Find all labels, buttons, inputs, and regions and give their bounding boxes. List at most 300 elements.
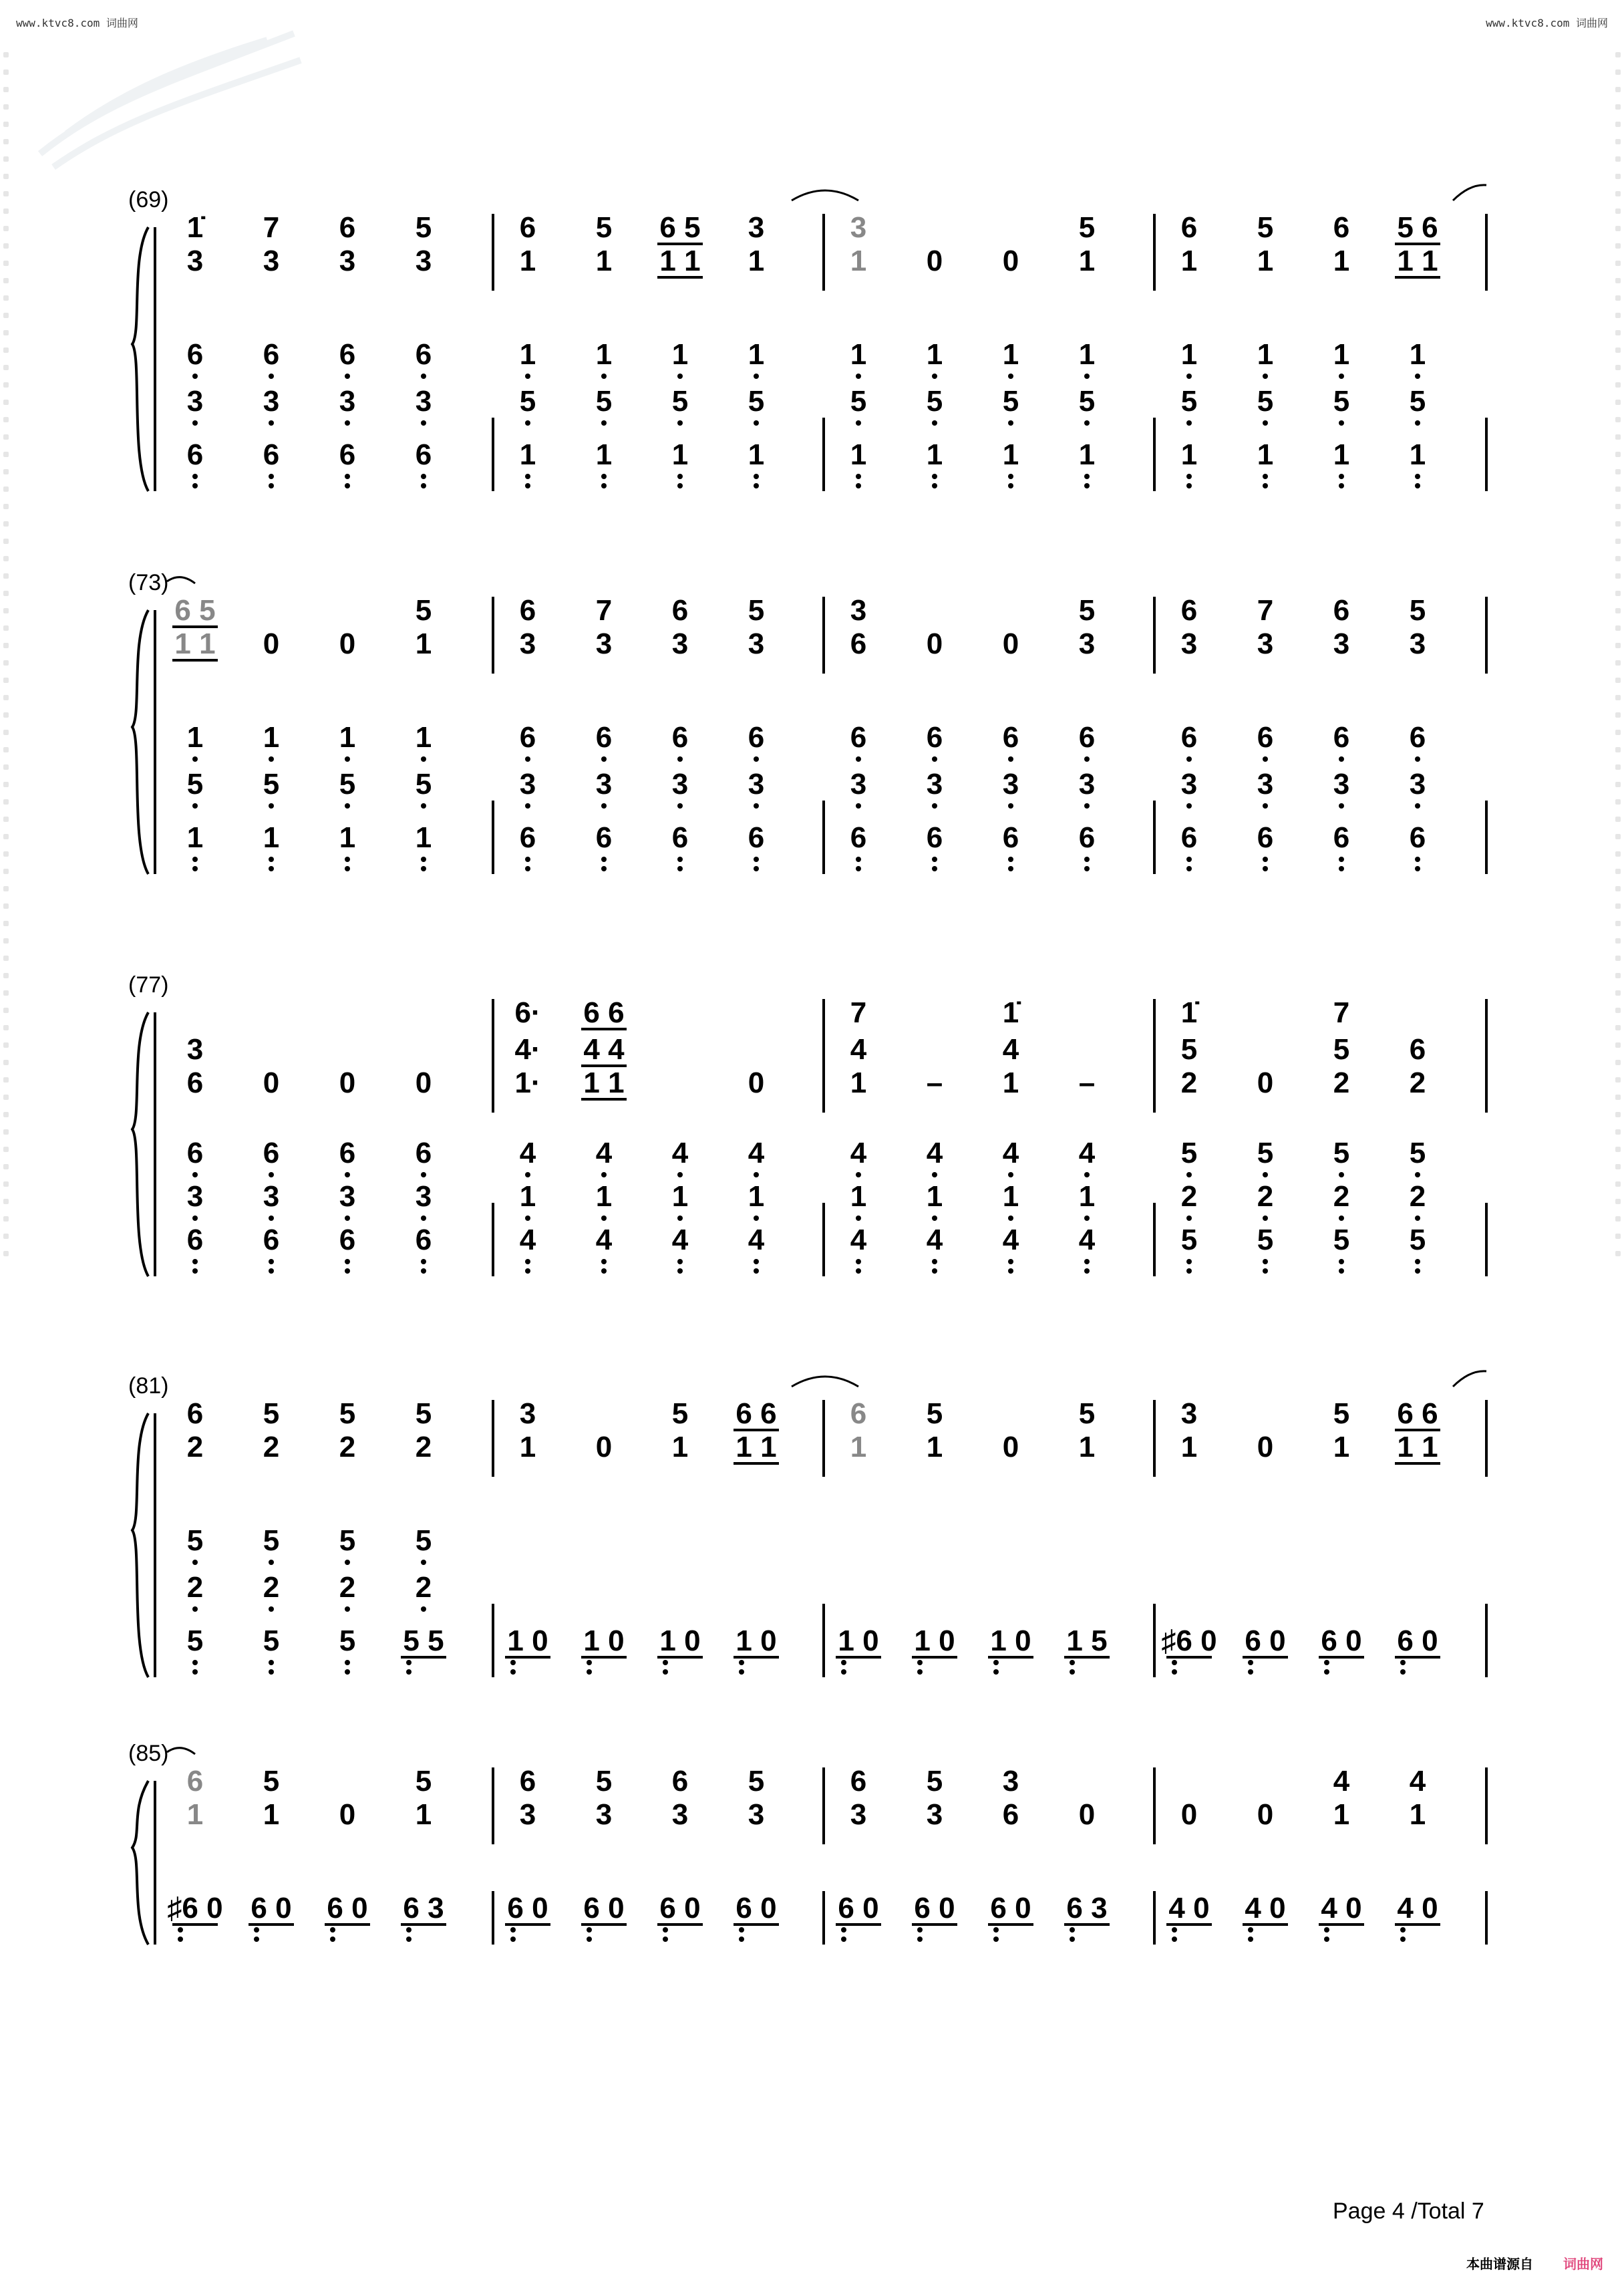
note-bass-top: 4	[671, 1137, 689, 1169]
note-melody-bottom: –	[926, 1066, 943, 1099]
octave-dot	[192, 483, 198, 488]
note-melody-bottom: 1	[263, 1798, 280, 1831]
note-melody-bottom: 1	[1333, 1798, 1350, 1831]
note-bass-mid: 5	[1078, 385, 1096, 418]
octave-dot	[1186, 756, 1192, 762]
octave-dot	[345, 1172, 350, 1177]
octave-dot	[1008, 756, 1013, 762]
note-melody-bottom: 1	[1409, 1798, 1426, 1831]
note-bass-top: 5	[1180, 1137, 1198, 1169]
octave-dot	[677, 1216, 683, 1221]
note-bass-bottom: 6 0	[1397, 1624, 1438, 1657]
note-bass-top: 4	[595, 1137, 613, 1169]
system-brace	[132, 1781, 148, 1945]
note-bass-bottom: 4 0	[1168, 1892, 1210, 1924]
note-melody-mid: 4	[1002, 1033, 1019, 1066]
note-bass-top: 1	[1180, 338, 1198, 371]
note-melody-bottom: 0	[1180, 1798, 1198, 1831]
octave-dot	[1084, 1216, 1090, 1221]
note-bass-bottom: 6 0	[990, 1892, 1031, 1924]
note-melody-top: 6	[519, 594, 536, 627]
note-bass-top: 6	[926, 721, 943, 754]
note-melody-top: 6	[671, 594, 689, 627]
octave-dot	[1008, 803, 1013, 809]
note-bass-top: 4	[926, 1137, 943, 1169]
octave-dot	[1248, 1927, 1253, 1933]
octave-dot	[192, 474, 198, 479]
note-melody-top: 6	[186, 1765, 204, 1798]
octave-dot	[932, 803, 937, 809]
octave-dot	[1400, 1669, 1406, 1675]
note-bass-bottom: 1 0	[507, 1624, 548, 1657]
note-bass-mid: 5	[519, 385, 536, 418]
octave-dot	[1263, 1259, 1268, 1264]
octave-dot	[856, 374, 861, 379]
note-bass-mid: 1	[850, 1180, 867, 1213]
note-bass-mid: 5	[1257, 385, 1274, 418]
note-bass-bottom: 1 0	[990, 1624, 1031, 1657]
note-melody-bottom: 3	[595, 627, 613, 660]
octave-dot	[677, 420, 683, 426]
note-bass-bottom: 6 0	[736, 1892, 777, 1924]
octave-dot	[1339, 756, 1344, 762]
note-bass-top: 1	[1333, 338, 1350, 371]
octave-dot	[269, 1560, 274, 1565]
note-bass-mid: 5	[1333, 385, 1350, 418]
note-bass-mid: 1	[748, 1180, 765, 1213]
octave-dot	[525, 857, 530, 862]
octave-dot	[510, 1669, 516, 1675]
note-bass-top: 1	[1257, 338, 1274, 371]
octave-dot	[1339, 803, 1344, 809]
note-melody-bottom: 3	[926, 1798, 943, 1831]
octave-dot	[192, 1560, 198, 1565]
octave-dot	[917, 1660, 923, 1665]
octave-dot	[993, 1660, 999, 1665]
octave-dot	[1008, 374, 1013, 379]
note-melody-top: 6	[850, 1765, 867, 1798]
octave-dot	[406, 1660, 412, 1665]
octave-dot	[1339, 857, 1344, 862]
note-bass-bottom: 1	[1257, 438, 1274, 471]
octave-dot	[1339, 1268, 1344, 1274]
note-melody-mid: 6	[1409, 1033, 1426, 1066]
note-melody-bottom: 3	[1180, 627, 1198, 660]
octave-dot	[841, 1927, 846, 1933]
note-melody-bottom: 0	[339, 1798, 356, 1831]
note-bass-mid: 5	[595, 385, 613, 418]
note-bass-top: 4	[748, 1137, 765, 1169]
note-melody-top: 5	[595, 211, 613, 244]
octave-dot	[421, 1606, 426, 1612]
note-melody-bottom: 6	[186, 1066, 204, 1099]
note-bass-bottom: ♯6 0	[167, 1892, 223, 1924]
note-melody-bottom: 0	[926, 627, 943, 660]
note-melody-top: 5	[415, 1397, 432, 1430]
octave-dot	[525, 866, 530, 871]
note-bass-mid: 3	[1002, 768, 1019, 801]
octave-dot	[1339, 1259, 1344, 1264]
note-melody-bottom: 0	[748, 1066, 765, 1099]
system-brace	[132, 1413, 148, 1677]
octave-dot	[269, 1669, 274, 1675]
note-bass-top: 4	[1002, 1137, 1019, 1169]
note-bass-mid: 3	[850, 768, 867, 801]
octave-dot	[1415, 1216, 1420, 1221]
octave-dot	[932, 474, 937, 479]
octave-dot	[663, 1669, 668, 1675]
octave-dot	[345, 1606, 350, 1612]
octave-dot	[1008, 1216, 1013, 1221]
octave-dot	[345, 857, 350, 862]
octave-dot	[421, 483, 426, 488]
octave-dot	[677, 857, 683, 862]
octave-dot	[932, 1216, 937, 1221]
octave-dot	[525, 803, 530, 809]
octave-dot	[1008, 1268, 1013, 1274]
note-melody-bottom: 0	[263, 1066, 280, 1099]
octave-dot	[1248, 1660, 1253, 1665]
note-melody-bottom: 1 1	[1397, 245, 1438, 277]
note-bass-bottom: ♯6 0	[1161, 1624, 1217, 1657]
octave-dot	[1172, 1669, 1177, 1675]
octave-dot	[269, 1259, 274, 1264]
octave-dot	[739, 1669, 744, 1675]
octave-dot	[269, 866, 274, 871]
octave-dot	[178, 1937, 183, 1942]
octave-dot	[601, 857, 607, 862]
note-bass-top: 6	[263, 1137, 280, 1169]
note-bass-bottom: 6	[926, 821, 943, 854]
note-melody-bottom: 1 1	[659, 245, 701, 277]
note-bass-mid: 3	[1257, 768, 1274, 801]
octave-dot	[345, 420, 350, 426]
octave-dot	[192, 1606, 198, 1612]
note-melody-top: 4	[1333, 1765, 1350, 1798]
octave-dot	[1263, 857, 1268, 862]
octave-dot	[1415, 374, 1420, 379]
note-bass-bottom: 5	[1333, 1224, 1350, 1256]
note-bass-bottom: 6	[263, 438, 280, 471]
note-bass-bottom: 4	[671, 1224, 689, 1256]
note-bass-bottom: 6	[850, 821, 867, 854]
octave-dot	[739, 1937, 744, 1942]
note-melody-mid: 4 4	[583, 1033, 625, 1066]
note-melody-bottom: 6	[1002, 1798, 1019, 1831]
site-logo: 词曲网	[1563, 2257, 1603, 2272]
note-melody-bottom: 3	[671, 627, 689, 660]
octave-dot	[601, 1268, 607, 1274]
octave-dot	[1008, 857, 1013, 862]
octave-dot	[739, 1660, 744, 1665]
octave-dot	[1172, 1937, 1177, 1942]
note-bass-bottom: 6 0	[659, 1892, 701, 1924]
note-melody-bottom: 1	[850, 1066, 867, 1099]
note-melody-top: 1̇	[1002, 996, 1019, 1029]
octave-dot	[1415, 474, 1420, 479]
octave-dot	[932, 1172, 937, 1177]
octave-dot	[1008, 1172, 1013, 1177]
octave-dot	[1070, 1669, 1075, 1675]
octave-dot	[1186, 1259, 1192, 1264]
octave-dot	[269, 803, 274, 809]
note-bass-mid: 3	[415, 1180, 432, 1213]
octave-dot	[269, 857, 274, 862]
octave-dot	[1084, 474, 1090, 479]
note-bass-mid: 5	[415, 768, 432, 801]
note-melody-bottom: 3	[263, 245, 280, 277]
note-bass-bottom: 1	[339, 821, 356, 854]
note-melody-bottom: 1	[415, 1798, 432, 1831]
octave-dot	[345, 803, 350, 809]
octave-dot	[856, 857, 861, 862]
measure-number: (77)	[128, 972, 169, 998]
note-melody-bottom: 2	[415, 1431, 432, 1463]
note-melody-top: 5	[339, 1397, 356, 1430]
note-melody-bottom: 2	[1409, 1066, 1426, 1099]
note-bass-top: 1	[595, 338, 613, 371]
octave-dot	[1084, 1172, 1090, 1177]
note-bass-top: 5	[263, 1524, 280, 1557]
octave-dot	[932, 1268, 937, 1274]
note-melody-top: 6	[519, 211, 536, 244]
measure-number: (69)	[128, 187, 169, 212]
octave-dot	[1263, 420, 1268, 426]
note-bass-mid: 3	[1409, 768, 1426, 801]
note-bass-top: 1	[926, 338, 943, 371]
octave-dot	[330, 1927, 335, 1933]
octave-dot	[1084, 1268, 1090, 1274]
octave-dot	[677, 866, 683, 871]
octave-dot	[192, 1669, 198, 1675]
octave-dot	[1070, 1660, 1075, 1665]
note-bass-bottom: 4	[748, 1224, 765, 1256]
note-melody-bottom: 1	[1180, 245, 1198, 277]
octave-dot	[254, 1937, 259, 1942]
octave-dot	[525, 756, 530, 762]
octave-dot	[601, 756, 607, 762]
note-melody-top: 6·	[514, 996, 541, 1029]
octave-dot	[1263, 866, 1268, 871]
note-bass-bottom: 6 3	[403, 1892, 444, 1924]
note-bass-top: 5	[1333, 1137, 1350, 1169]
note-melody-bottom: 0	[263, 627, 280, 660]
octave-dot	[1172, 1660, 1177, 1665]
note-melody-mid: 5	[1333, 1033, 1350, 1066]
octave-dot	[192, 857, 198, 862]
octave-dot	[345, 1259, 350, 1264]
octave-dot	[525, 374, 530, 379]
note-bass-bottom: 6 0	[327, 1892, 368, 1924]
note-melody-top: 6	[1180, 211, 1198, 244]
octave-dot	[754, 420, 759, 426]
octave-dot	[677, 1268, 683, 1274]
note-bass-mid: 1	[1002, 1180, 1019, 1213]
octave-dot	[587, 1660, 592, 1665]
octave-dot	[345, 1560, 350, 1565]
octave-dot	[1008, 420, 1013, 426]
note-bass-top: 6	[415, 1137, 432, 1169]
octave-dot	[1263, 483, 1268, 488]
octave-dot	[841, 1937, 846, 1942]
octave-dot	[421, 374, 426, 379]
octave-dot	[1070, 1937, 1075, 1942]
note-bass-mid: 3	[926, 768, 943, 801]
tie-arc	[1453, 185, 1486, 200]
octave-dot	[601, 483, 607, 488]
note-bass-bottom: 6	[1078, 821, 1096, 854]
octave-dot	[1084, 803, 1090, 809]
note-melody-bottom: 1	[519, 1431, 536, 1463]
note-bass-bottom: 1	[415, 821, 432, 854]
note-melody-top: 6 5	[659, 211, 701, 244]
note-bass-bottom: 6	[1180, 821, 1198, 854]
octave-dot	[1186, 803, 1192, 809]
note-melody-top: 3	[850, 211, 867, 244]
note-melody-bottom: 0	[926, 245, 943, 277]
octave-dot	[1172, 1927, 1177, 1933]
octave-dot	[1339, 483, 1344, 488]
octave-dot	[421, 866, 426, 871]
note-melody-bottom: 1	[1078, 1431, 1096, 1463]
note-melody-top: 6	[519, 1765, 536, 1798]
note-melody-top: 3	[1180, 1397, 1198, 1430]
octave-dot	[269, 420, 274, 426]
note-bass-bottom: 6	[186, 438, 204, 471]
note-bass-bottom: 6	[595, 821, 613, 854]
octave-dot	[510, 1660, 516, 1665]
note-bass-top: 6	[415, 338, 432, 371]
note-melody-bottom: 1 1	[174, 627, 216, 660]
octave-dot	[1324, 1660, 1329, 1665]
octave-dot	[330, 1937, 335, 1942]
octave-dot	[1263, 1216, 1268, 1221]
note-bass-bottom: 5	[1180, 1224, 1198, 1256]
site-header-right: www.ktvc8.com 词曲网	[1486, 17, 1608, 29]
octave-dot	[421, 1268, 426, 1274]
note-melody-bottom: 1 1	[736, 1431, 777, 1463]
note-melody-bottom: 2	[263, 1431, 280, 1463]
note-bass-mid: 1	[595, 1180, 613, 1213]
octave-dot	[345, 374, 350, 379]
octave-dot	[917, 1937, 923, 1942]
note-melody-top: 5	[1078, 594, 1096, 627]
note-bass-top: 1	[1078, 338, 1096, 371]
octave-dot	[841, 1660, 846, 1665]
note-bass-bottom: 5 5	[403, 1624, 444, 1657]
note-bass-mid: 5	[1409, 385, 1426, 418]
note-melody-top: 6 5	[174, 594, 216, 627]
note-melody-bottom: 1	[1333, 245, 1350, 277]
note-bass-bottom: 6	[519, 821, 536, 854]
note-bass-top: 1	[671, 338, 689, 371]
note-bass-top: 5	[415, 1524, 432, 1557]
note-bass-top: 6	[1078, 721, 1096, 754]
octave-dot	[421, 474, 426, 479]
note-melody-mid: 5	[1180, 1033, 1198, 1066]
note-bass-mid: 3	[1333, 768, 1350, 801]
octave-dot	[601, 1172, 607, 1177]
note-melody-bottom: 1	[671, 1431, 689, 1463]
octave-dot	[993, 1669, 999, 1675]
octave-dot	[1084, 866, 1090, 871]
note-melody-top: 5	[926, 1397, 943, 1430]
note-bass-bottom: 1	[263, 821, 280, 854]
note-bass-bottom: 6	[263, 1224, 280, 1256]
octave-dot	[1186, 1216, 1192, 1221]
octave-dot	[856, 803, 861, 809]
note-melody-top: 5	[748, 1765, 765, 1798]
octave-dot	[1186, 1268, 1192, 1274]
note-bass-bottom: 6	[748, 821, 765, 854]
note-melody-top: 6	[186, 1397, 204, 1430]
note-melody-bottom: 3	[519, 627, 536, 660]
note-bass-top: 5	[1257, 1137, 1274, 1169]
note-bass-bottom: 1 0	[838, 1624, 879, 1657]
note-bass-mid: 1	[1078, 1180, 1096, 1213]
octave-dot	[269, 1660, 274, 1665]
source-credit: 本曲谱源自	[1466, 2257, 1533, 2272]
octave-dot	[1339, 866, 1344, 871]
note-bass-mid: 2	[186, 1571, 204, 1604]
note-bass-top: 5	[1409, 1137, 1426, 1169]
note-bass-bottom: 6	[1409, 821, 1426, 854]
note-bass-bottom: 5	[1257, 1224, 1274, 1256]
octave-dot	[406, 1937, 412, 1942]
note-melody-bottom: 1	[1333, 1431, 1350, 1463]
octave-dot	[601, 1216, 607, 1221]
system-brace	[132, 610, 148, 874]
note-melody-bottom: 0	[339, 1066, 356, 1099]
octave-dot	[587, 1937, 592, 1942]
note-melody-top: 5	[926, 1765, 943, 1798]
octave-dot	[932, 374, 937, 379]
note-bass-mid: 5	[671, 385, 689, 418]
note-melody-top: 6 6	[583, 996, 625, 1029]
octave-dot	[1339, 1216, 1344, 1221]
note-melody-bottom: 1	[1002, 1066, 1019, 1099]
note-bass-bottom: 5	[263, 1624, 280, 1657]
note-bass-top: 6	[671, 721, 689, 754]
octave-dot	[1415, 866, 1420, 871]
octave-dot	[754, 1259, 759, 1264]
octave-dot	[1263, 474, 1268, 479]
note-bass-mid: 2	[1409, 1180, 1426, 1213]
octave-dot	[932, 483, 937, 488]
note-bass-mid: 2	[415, 1571, 432, 1604]
note-melody-bottom: 3	[748, 1798, 765, 1831]
octave-dot	[1186, 866, 1192, 871]
note-bass-mid: 3	[186, 385, 204, 418]
note-bass-bottom: 5	[339, 1624, 356, 1657]
octave-dot	[856, 483, 861, 488]
note-melody-bottom: 1	[850, 1431, 867, 1463]
note-bass-top: 1	[1002, 338, 1019, 371]
note-bass-top: 1	[519, 338, 536, 371]
note-bass-bottom: 6	[671, 821, 689, 854]
note-melody-top: 1̇	[186, 211, 204, 244]
note-bass-mid: 2	[263, 1571, 280, 1604]
note-melody-bottom: 1	[415, 627, 432, 660]
note-melody-bottom: 1 1	[1397, 1431, 1438, 1463]
octave-dot	[601, 1259, 607, 1264]
note-melody-top: 5	[1257, 211, 1274, 244]
note-bass-bottom: 4	[1002, 1224, 1019, 1256]
note-bass-bottom: 6 0	[1321, 1624, 1362, 1657]
note-melody-top: 5	[1078, 211, 1096, 244]
octave-dot	[856, 474, 861, 479]
note-bass-bottom: 6 0	[583, 1892, 625, 1924]
